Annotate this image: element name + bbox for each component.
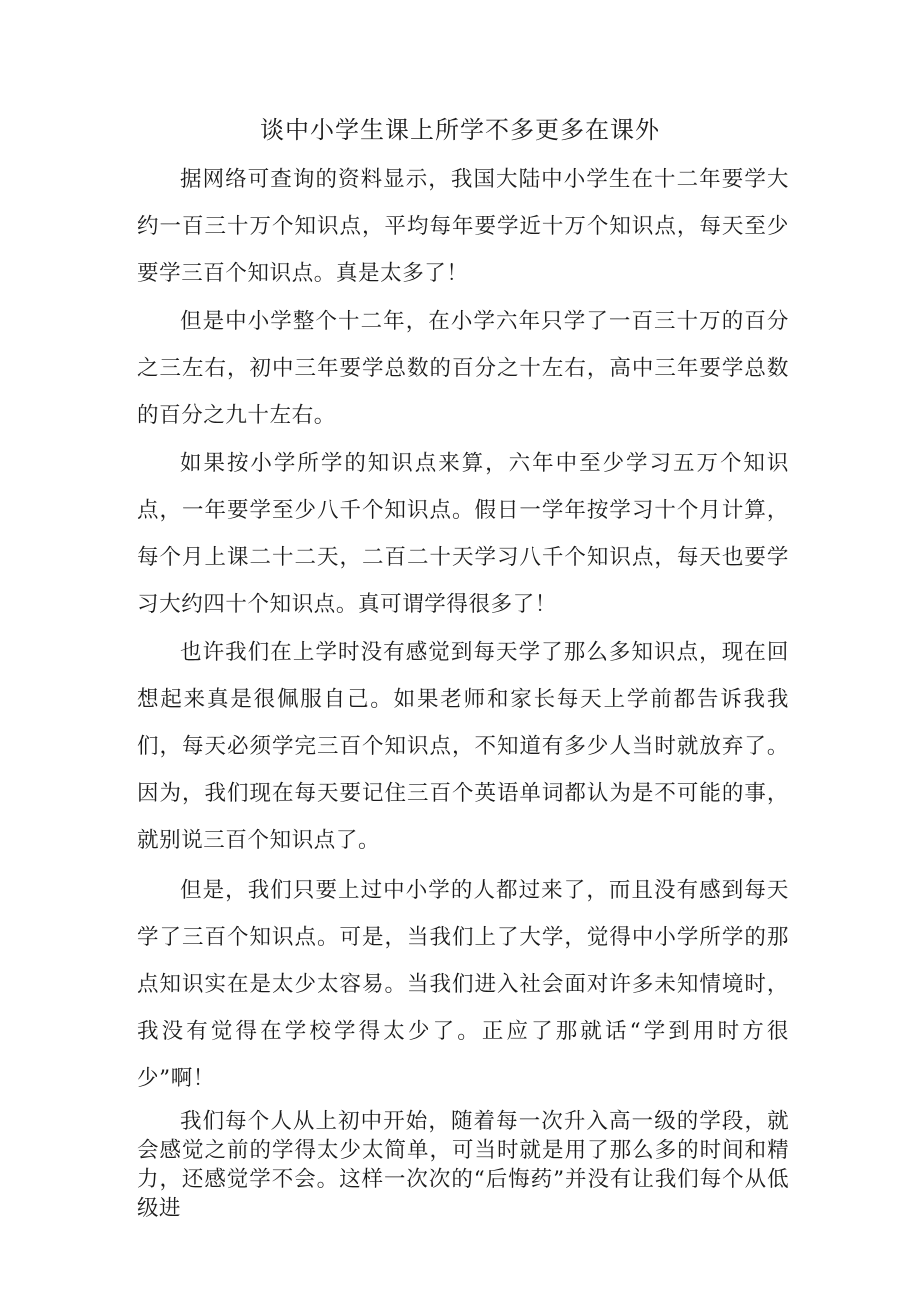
paragraph-2: 但是中小学整个十二年，在小学六年只学了一百三十万的百分之三左右，初中三年要学总数的百分之十左右，高中三年要学总数的百分之九十左右。 — [137, 309, 789, 428]
paragraph-6: 我们每个人从上初中开始，随着每一次升入高一级的学段，就会感觉之前的学得太少太简单，可当时就是用了那么多的时间和精力，还感觉学不会。这样一次次的“后悔药”并没有让我们每个从低级进 — [137, 1109, 789, 1221]
paragraph-5: 但是，我们只要上过中小学的人都过来了，而且没有感到每天学了三百个知识点。可是，当我们上了大学，觉得中小学所学的那点知识实在是太少太容易。当我们进入社会面对许多未知情境时，我没有觉得在学校学得太少了。正应了那就话“学到用时方很少”啊！ — [137, 878, 789, 1091]
paragraph-3: 如果按小学所学的知识点来算，六年中至少学习五万个知识点，一年要学至少八千个知识点。假日一学年按学习十个月计算，每个月上课二十二天，二百二十天学习八千个知识点，每天也要学习大约四十个知识点。真可谓学得很多了！ — [137, 451, 789, 617]
document-title: 谈中小学生课上所学不多更多在课外 — [260, 116, 660, 144]
paragraph-1: 据网络可查询的资料显示，我国大陆中小学生在十二年要学大约一百三十万个知识点，平均每年要学近十万个知识点，每天至少要学三百个知识点。真是太多了！ — [137, 167, 789, 286]
paragraph-4: 也许我们在上学时没有感觉到每天学了那么多知识点，现在回想起来真是很佩服自己。如果老师和家长每天上学前都告诉我我们，每天必须学完三百个知识点，不知道有多少人当时就放弃了。因为，我们现在每天要记住三百个英语单词都认为是不可能的事，就别说三百个知识点了。 — [137, 640, 789, 853]
